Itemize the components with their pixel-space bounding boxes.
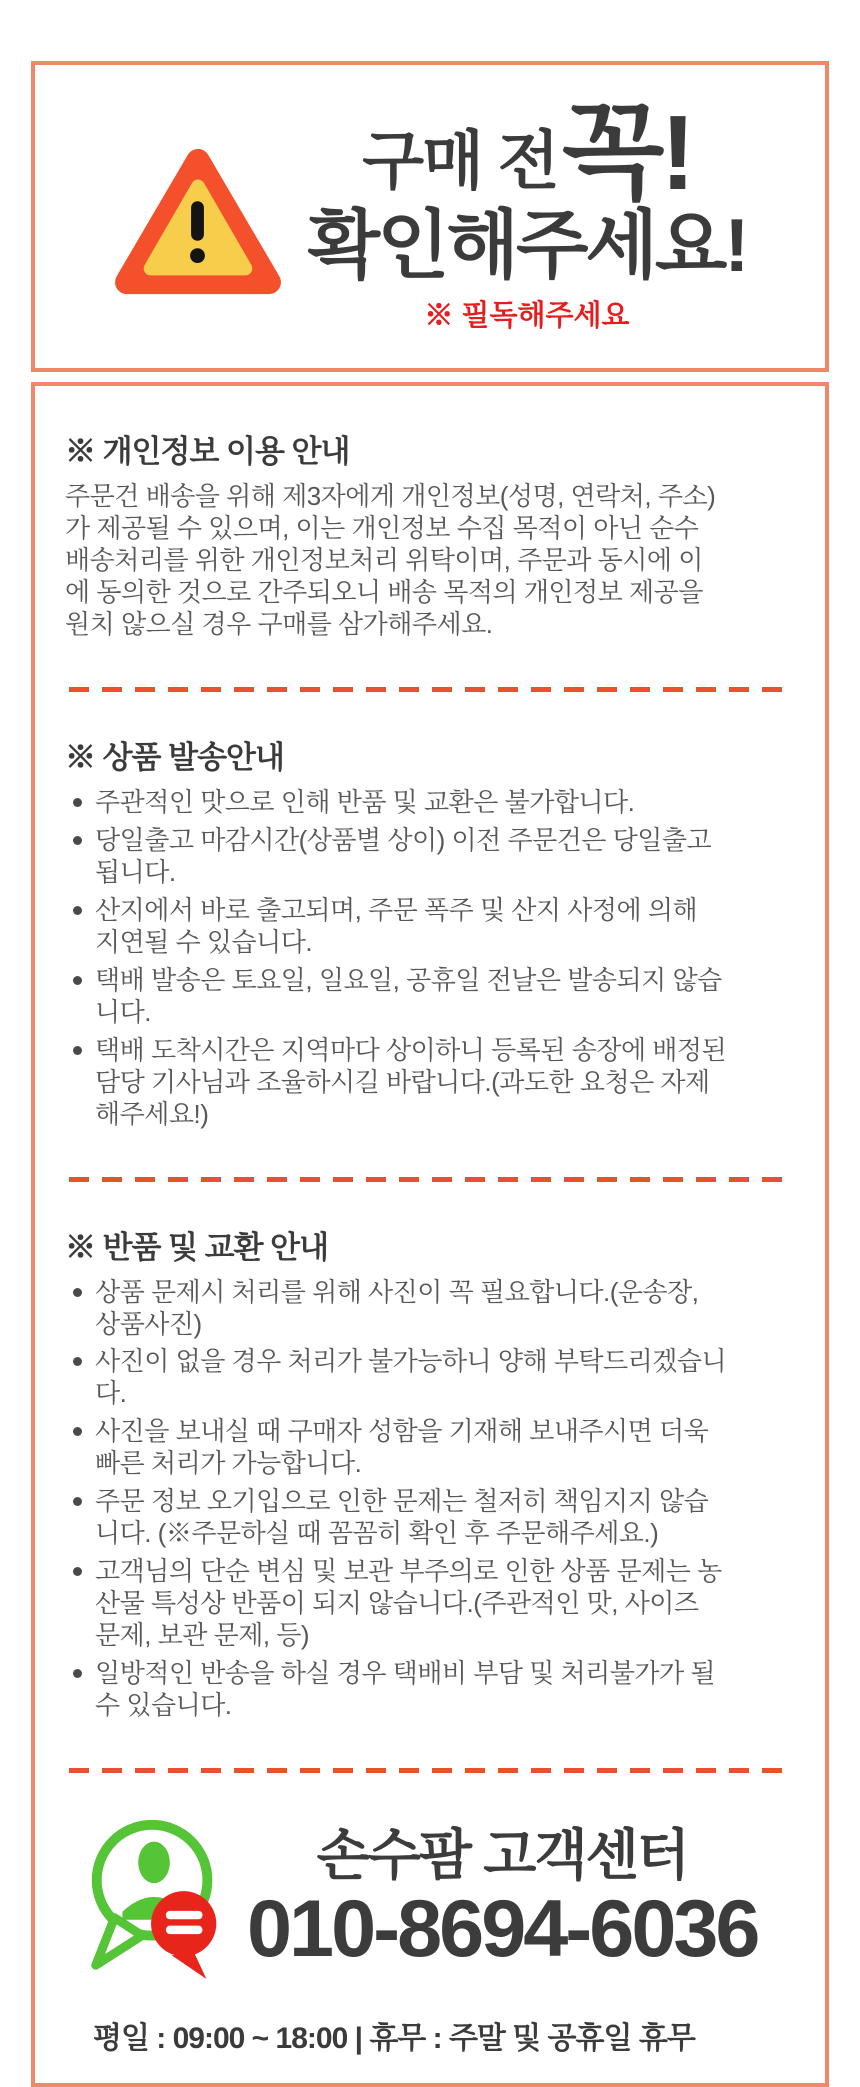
notice-item: 사진을 보내실 때 구매자 성함을 기재해 보내주시면 더욱 빠른 처리가 가능합니다.: [65, 1416, 727, 1480]
privacy-section-body: 주문건 배송을 위해 제3자에게 개인정보(성명, 연락처, 주소)가 제공될 수 있으며, 이는 개인정보 수집 목적이 아닌 순수 배송처리를 위한 개인정보처리 위탁이며, 주문과 동시에 이에 동의한 것으로 간주되오니 배송 목적의 개인정보 제공을 원치 않으실 경우 구매를 삼가해주세요.: [65, 481, 716, 639]
customer-center-name: 손수팜 고객센터: [316, 1823, 688, 1886]
exclamation-dot: [190, 248, 205, 263]
notice-item: 택배 도착시간은 지역마다 상이하니 등록된 송장에 배정된 담당 기사님과 조율하시길 바랍니다.(과도한 요청은 자제해주세요!): [65, 1035, 727, 1131]
returns-notice-list: [65, 1277, 727, 1723]
notice-item: 고객님의 단순 변심 및 보관 부주의로 인한 상품 문제는 농산물 특성상 반품이 되지 않습니다.(주관적인 맛, 사이즈 문제, 보관 문제, 등): [65, 1556, 727, 1652]
notice-item: 사진이 없을 경우 처리가 불가능하니 양해 부탁드리겠습니다.: [65, 1346, 727, 1410]
notice-item: 산지에서 바로 출고되며, 주문 폭주 및 산지 사정에 의해 지연될 수 있습니다.: [65, 895, 727, 959]
shipping-section-heading: ※ 상품 발송안내: [65, 739, 284, 775]
privacy-section-heading: ※ 개인정보 이용 안내: [65, 434, 350, 469]
notice-item: 주문 정보 오기입으로 인한 문제는 철저히 책임지지 않습니다. (※주문하실 때 꼼꼼히 확인 후 주문해주세요.): [65, 1486, 727, 1550]
warning-header-box: [31, 61, 829, 372]
customer-center-block: [81, 1813, 797, 1983]
dashed-divider: [69, 1768, 791, 1773]
purchase-notice-page: [0, 61, 860, 2056]
warning-subtitle-red: ※ 필독해주세요: [424, 299, 630, 332]
notice-item: 일방적인 반송을 하실 경우 택배비 부담 및 처리불가가 될 수 있습니다.: [65, 1658, 727, 1722]
notice-body-box: [31, 382, 829, 2087]
customer-chat-icon: [81, 1813, 233, 1983]
warning-title-part1: 구매 전: [362, 124, 558, 197]
returns-section-heading: ※ 반품 및 교환 안내: [65, 1229, 329, 1265]
notice-item: 택배 발송은 토요일, 일요일, 공휴일 전날은 발송되지 않습니다.: [65, 965, 727, 1029]
warning-title-line2: 확인해주세요!: [307, 202, 747, 287]
chat-line: [166, 1926, 203, 1934]
business-hours: 평일 : 09:00 ~ 18:00 | 휴무 : 주말 및 공휴일 휴무: [93, 2022, 695, 2056]
red-speech-bubble: [151, 1891, 216, 1956]
red-bubble-tail: [172, 1951, 207, 1979]
notice-item: 주관적인 맛으로 인해 반품 및 교환은 불가합니다.: [65, 787, 727, 819]
notice-item: 당일출고 마감시간(상품별 상이) 이전 주문건은 당일출고됩니다.: [65, 825, 727, 889]
exclamation-bar: [191, 201, 204, 241]
warning-triangle-icon: [114, 145, 282, 303]
chat-line: [166, 1911, 203, 1919]
warning-title-line1: [362, 93, 692, 212]
warning-header-row: [114, 93, 747, 334]
notice-item: 상품 문제시 처리를 위해 사진이 꼭 필요합니다.(운송장, 상품사진): [65, 1277, 727, 1341]
dashed-divider: [69, 1177, 791, 1182]
shipping-notice-list: [65, 787, 727, 1131]
customer-center-text: [247, 1823, 758, 1974]
warning-title-part2: 꼭!: [562, 93, 692, 212]
warning-titles: [307, 93, 747, 334]
customer-center-phone: 010-8694-6036: [247, 1883, 758, 1974]
person-head-icon: [138, 1842, 170, 1884]
dashed-divider: [69, 687, 791, 692]
green-bubble-tail: [96, 1918, 142, 1965]
